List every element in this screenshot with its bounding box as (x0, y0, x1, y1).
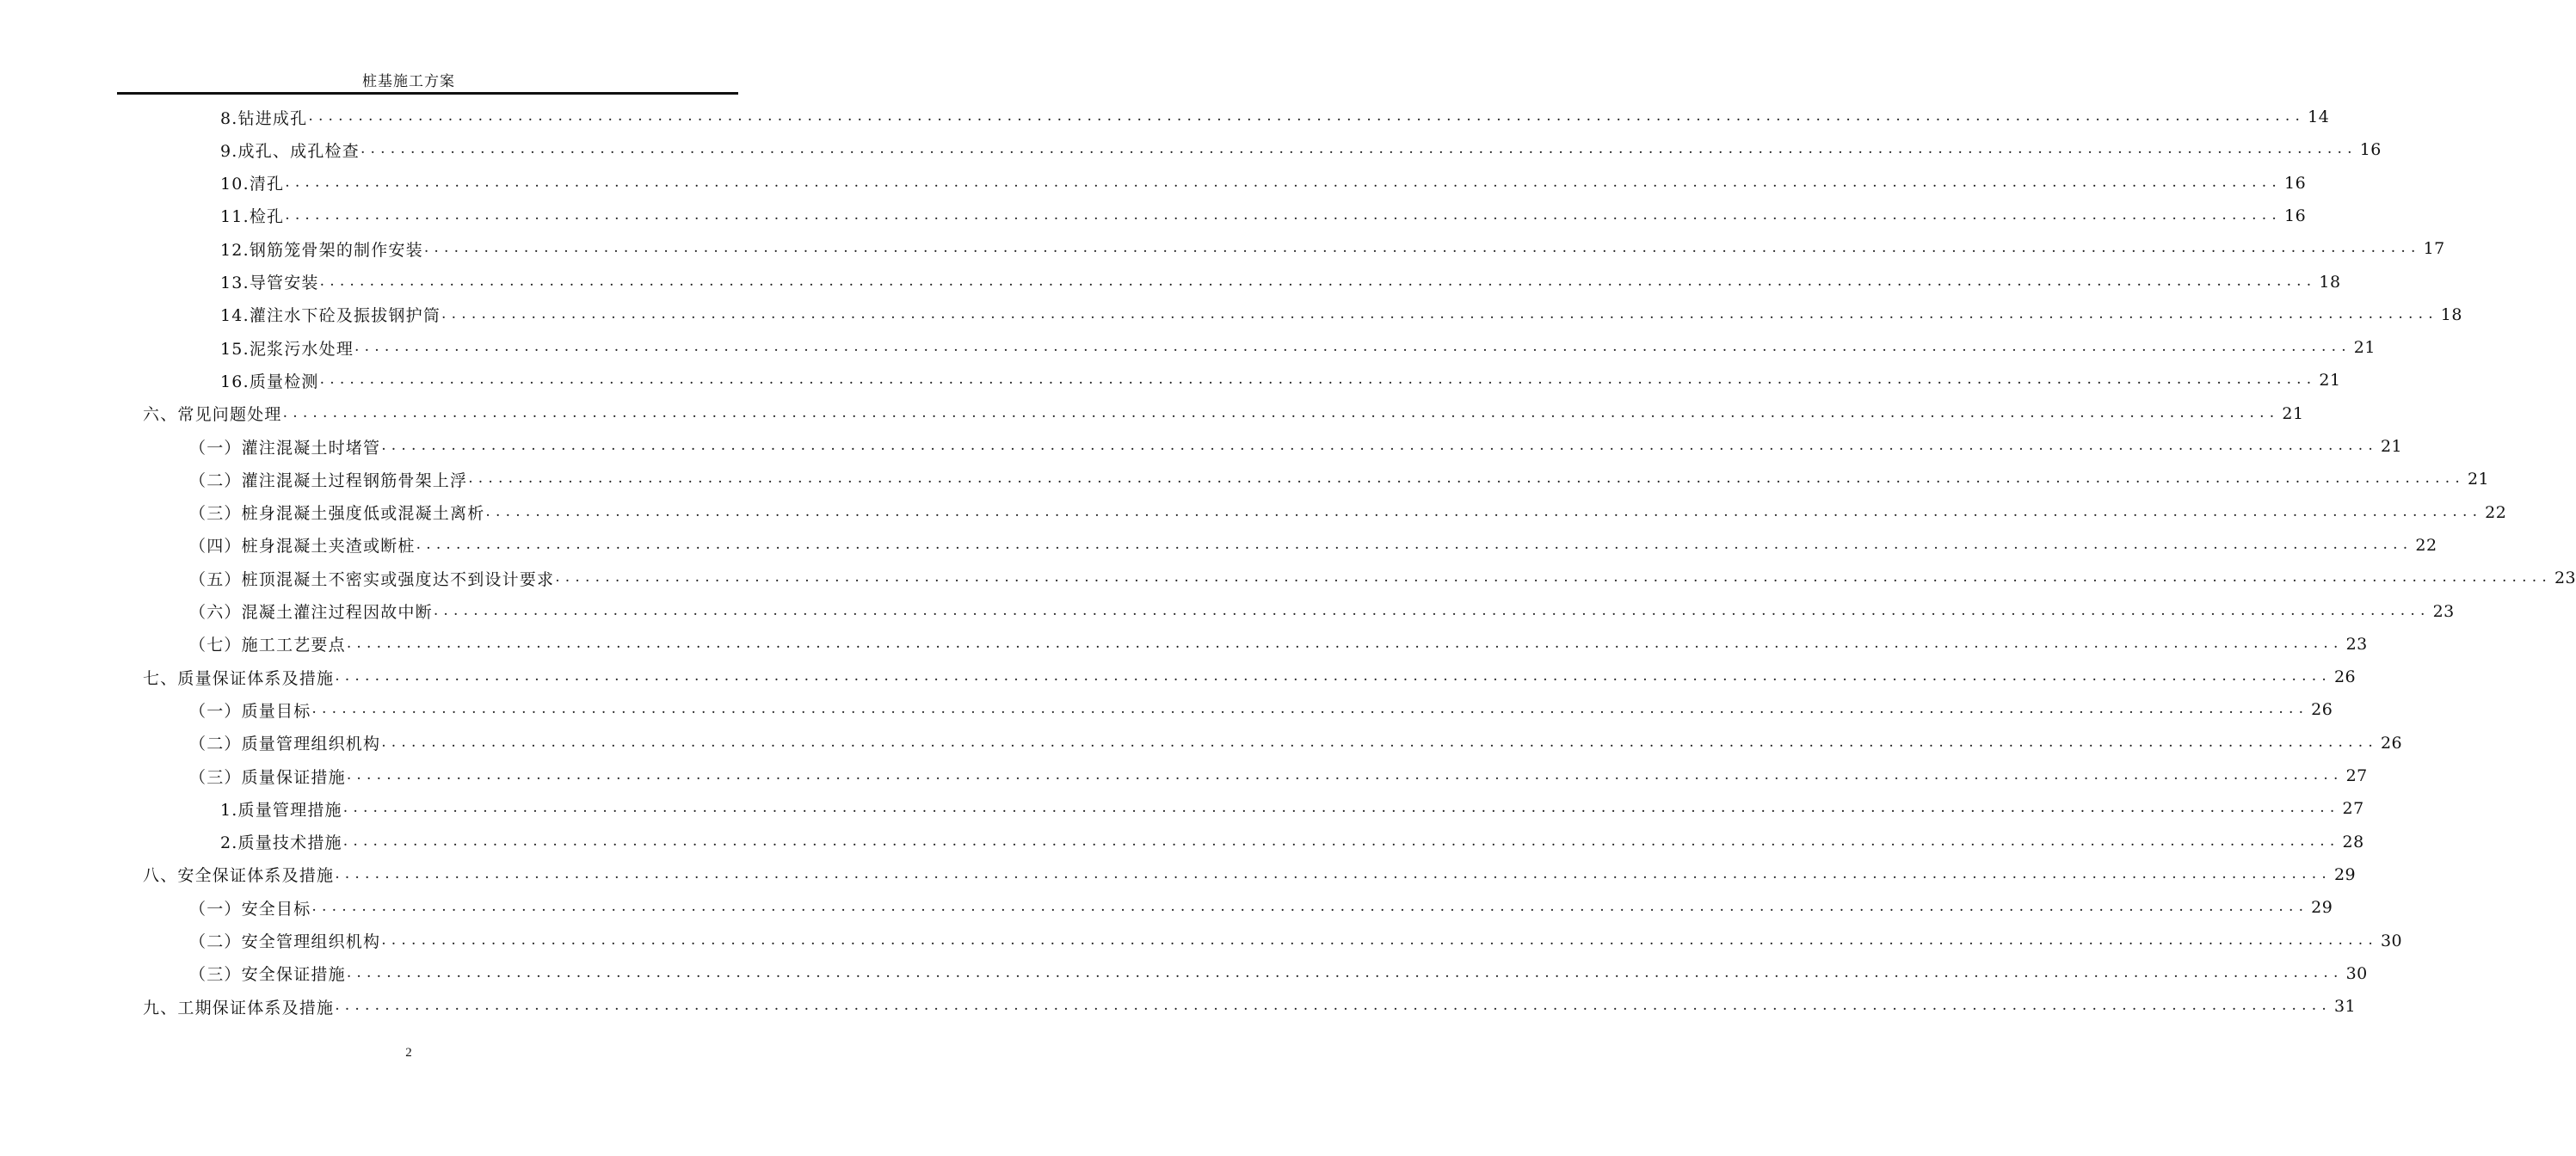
toc-entry[interactable] (220, 134, 2382, 165)
toc-entry-title: 10.清孔 (220, 175, 285, 194)
toc-entry-title: 16.质量检测 (220, 372, 319, 391)
toc-entry-page: 16 (2283, 173, 2307, 193)
toc-entry-title: 8.钻进成孔 (220, 108, 308, 128)
toc-entry-page: 27 (2342, 799, 2364, 819)
toc-dot-leader: ........................................................................................................................................................................................................ (485, 502, 2483, 520)
toc-dot-leader: ........................................................................................................................................................................................................ (354, 338, 2351, 356)
toc-entry-page: 22 (2415, 535, 2437, 555)
toc-dot-leader: ........................................................................................................................................................................................................ (311, 700, 2309, 718)
toc-entry-title: （一）安全目标 (189, 899, 311, 919)
toc-entry[interactable] (189, 464, 2490, 495)
toc-entry[interactable] (189, 760, 2368, 791)
toc-entry-title: 2.质量技术措施 (220, 833, 342, 853)
toc-entry-title: （二）质量管理组织机构 (189, 735, 381, 754)
toc-entry-title: 八、安全保证体系及措施 (143, 866, 335, 886)
toc-dot-leader: ........................................................................................................................................................................................................ (285, 206, 2282, 224)
toc-entry[interactable] (189, 563, 2576, 593)
toc-entry-title: （一）灌注混凝土时堵管 (189, 438, 381, 458)
toc-entry[interactable] (220, 200, 2307, 231)
page-number: 2 (405, 1046, 412, 1060)
toc-dot-leader: ........................................................................................................................................................................................................ (555, 569, 2552, 587)
toc-dot-leader: ........................................................................................................................................................................................................ (381, 733, 2378, 751)
toc-entry-page: 27 (2345, 766, 2368, 785)
toc-entry-page: 29 (2333, 864, 2357, 884)
toc-dot-leader: ........................................................................................................................................................................................................ (360, 140, 2357, 158)
toc-entry[interactable] (220, 827, 2364, 858)
toc-entry-title: 九、工期保证体系及措施 (143, 998, 335, 1018)
toc-entry-page: 31 (2333, 997, 2357, 1017)
toc-entry[interactable] (189, 958, 2368, 989)
toc-dot-leader: ........................................................................................................................................................................................................ (468, 470, 2465, 488)
toc-dot-leader: ........................................................................................................................................................................................................ (346, 963, 2344, 981)
toc-dot-leader: ........................................................................................................................................................................................................ (423, 239, 2421, 257)
toc-entry-page: 22 (2485, 502, 2507, 522)
toc-entry-page: 26 (2380, 733, 2403, 753)
toc-entry-page: 21 (2319, 371, 2341, 390)
toc-entry[interactable] (220, 168, 2307, 199)
toc-entry[interactable] (143, 661, 2357, 692)
toc-entry[interactable] (189, 694, 2333, 725)
toc-entry-title: （七）施工工艺要点 (189, 636, 346, 655)
toc-entry-title: 11.检孔 (220, 207, 285, 227)
toc-dot-leader: ........................................................................................................................................................................................................ (319, 371, 2317, 389)
toc-entry-page: 23 (2432, 601, 2455, 621)
toc-entry-title: （四）桩身混凝土夹渣或断桩 (189, 537, 416, 556)
toc-entry[interactable] (143, 991, 2357, 1022)
toc-entry-page: 18 (2319, 272, 2341, 292)
toc-entry-page: 14 (2308, 108, 2330, 126)
toc-entry-title: 15.泥浆污水处理 (220, 339, 354, 359)
toc-entry-title: 9.成孔、成孔检查 (220, 141, 360, 161)
toc-entry[interactable] (189, 728, 2403, 759)
toc-entry-title: 12.钢筋笼骨架的制作安装 (220, 240, 423, 260)
toc-entry-page: 30 (2345, 963, 2368, 983)
toc-entry-title: （五）桩顶混凝土不密实或强度达不到设计要求 (189, 569, 555, 589)
toc-entry-title: （二）灌注混凝土过程钢筋骨架上浮 (189, 470, 468, 490)
toc-entry[interactable] (189, 596, 2455, 627)
toc-dot-leader: ........................................................................................................................................................................................................ (342, 799, 2340, 817)
toc-entry-page: 21 (2467, 470, 2490, 489)
toc-entry[interactable] (189, 629, 2368, 660)
toc-entry-title: 七、质量保证体系及措施 (143, 668, 335, 688)
toc-dot-leader: ........................................................................................................................................................................................................ (335, 864, 2332, 882)
toc-entry-page: 21 (2282, 403, 2304, 423)
toc-dot-leader: ........................................................................................................................................................................................................ (282, 403, 2280, 421)
toc-dot-leader: ........................................................................................................................................................................................................ (311, 898, 2309, 916)
toc-entry-page: 23 (2345, 634, 2368, 654)
toc-entry-title: 1.质量管理措施 (220, 800, 342, 820)
toc-entry[interactable] (189, 497, 2507, 528)
toc-entry-title: （三）质量保证措施 (189, 767, 346, 787)
toc-dot-leader: ........................................................................................................................................................................................................ (381, 931, 2378, 949)
toc-dot-leader: ........................................................................................................................................................................................................ (441, 304, 2438, 323)
header-divider (117, 92, 738, 95)
toc-dot-leader: ........................................................................................................................................................................................................ (319, 272, 2317, 290)
running-header-title: 桩基施工方案 (362, 73, 455, 90)
toc-entry-title: （二）安全管理组织机构 (189, 932, 381, 951)
toc-entry[interactable] (220, 267, 2341, 298)
toc-dot-leader: ........................................................................................................................................................................................................ (346, 766, 2344, 784)
toc-entry-title: （一）质量目标 (189, 701, 311, 721)
toc-entry-page: 17 (2423, 239, 2445, 259)
toc-entry[interactable] (220, 233, 2445, 264)
toc-entry[interactable] (189, 892, 2333, 923)
toc-entry[interactable] (220, 101, 2330, 132)
toc-entry-title: 14.灌注水下砼及振拔钢护筒 (220, 306, 441, 326)
toc-entry-title: （六）混凝土灌注过程因故中断 (189, 603, 433, 622)
toc-entry-page: 21 (2353, 338, 2376, 358)
toc-entry-title: （三）安全保证措施 (189, 965, 346, 985)
toc-entry[interactable] (143, 398, 2304, 429)
toc-entry[interactable] (143, 859, 2357, 890)
toc-entry[interactable] (220, 793, 2364, 824)
toc-entry[interactable] (189, 431, 2403, 462)
toc-entry-title: 13.导管安装 (220, 274, 319, 292)
toc-entry-page: 18 (2440, 304, 2462, 324)
toc-dot-leader: ........................................................................................................................................................................................................ (433, 601, 2431, 619)
toc-dot-leader: ........................................................................................................................................................................................................ (335, 997, 2332, 1015)
toc-entry[interactable] (220, 299, 2462, 330)
toc-dot-leader: ........................................................................................................................................................................................................ (335, 667, 2332, 686)
toc-dot-leader: ........................................................................................................................................................................................................ (308, 108, 2306, 125)
toc-dot-leader: ........................................................................................................................................................................................................ (285, 173, 2282, 191)
toc-entry[interactable] (220, 365, 2341, 396)
toc-dot-leader: ........................................................................................................................................................................................................ (416, 535, 2413, 553)
toc-dot-leader: ........................................................................................................................................................................................................ (381, 437, 2378, 454)
toc-entry-page: 30 (2380, 931, 2403, 950)
toc-entry-title: （三）桩身混凝土强度低或混凝土离析 (189, 504, 485, 524)
toc-entry-page: 26 (2333, 667, 2357, 687)
toc-entry-title: 六、常见问题处理 (143, 405, 282, 425)
toc-entry-page: 28 (2342, 832, 2364, 852)
toc-dot-leader: ........................................................................................................................................................................................................ (342, 832, 2340, 850)
toc-entry-page: 26 (2311, 700, 2333, 720)
toc-entry-page: 16 (2283, 206, 2307, 225)
toc-entry[interactable] (220, 332, 2376, 363)
toc-entry-page: 29 (2311, 898, 2333, 918)
toc-entry[interactable] (189, 925, 2403, 956)
toc-entry-page: 23 (2554, 569, 2576, 588)
toc-entry[interactable] (189, 530, 2437, 561)
toc-entry-page: 21 (2380, 437, 2403, 456)
toc-entry-page: 16 (2359, 140, 2382, 160)
toc-dot-leader: ........................................................................................................................................................................................................ (346, 634, 2344, 652)
